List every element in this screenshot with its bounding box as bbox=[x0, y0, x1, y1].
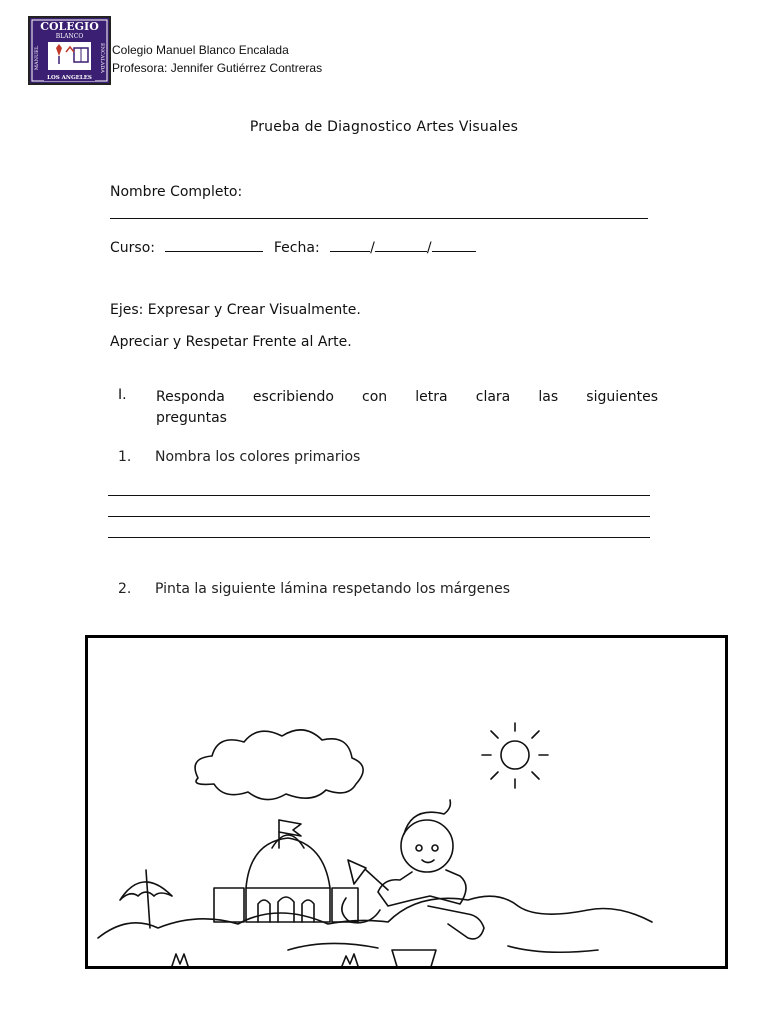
logo-right-text: ENCALADA bbox=[99, 42, 105, 74]
question-text: Pinta la siguiente lámina respetando los márgenes bbox=[155, 581, 511, 597]
grass-tuft-icon bbox=[342, 954, 358, 966]
answer-line-3[interactable] bbox=[108, 537, 650, 538]
course-date-row bbox=[110, 237, 476, 256]
course-blank[interactable] bbox=[165, 237, 263, 252]
grass-tuft-icon bbox=[172, 954, 188, 966]
question-2 bbox=[118, 581, 510, 597]
logo-left-text: MANUEL bbox=[34, 45, 40, 71]
cloud-icon bbox=[195, 730, 363, 800]
instruction-line-2: preguntas bbox=[156, 410, 227, 426]
section-numeral: I. bbox=[118, 387, 127, 403]
child-character-icon bbox=[342, 800, 484, 939]
question-number: 2. bbox=[118, 581, 132, 597]
coloring-drawing-frame bbox=[85, 635, 728, 969]
date-year-blank[interactable] bbox=[432, 237, 476, 252]
bucket-icon bbox=[392, 950, 436, 966]
date-month-blank[interactable] bbox=[375, 237, 427, 252]
question-number: 1. bbox=[118, 449, 132, 465]
date-label: Fecha: bbox=[273, 240, 320, 256]
logo-top-text: COLEGIO bbox=[40, 20, 99, 33]
instruction-line-1: Responda escribiendo con letra clara las siguientes bbox=[156, 389, 658, 405]
sandcastle-icon bbox=[214, 820, 358, 922]
teacher-name: Profesora: Jennifer Gutiérrez Contreras bbox=[112, 61, 323, 75]
logo-bottom-text: LOS ANGELES bbox=[47, 75, 92, 81]
date-day-blank[interactable] bbox=[330, 237, 370, 252]
logo-crest-icon bbox=[48, 42, 91, 70]
date-separator: / bbox=[370, 240, 375, 256]
sun-icon bbox=[482, 723, 548, 788]
page-title: Prueba de Diagnostico Artes Visuales bbox=[249, 119, 519, 135]
date-separator: / bbox=[426, 240, 432, 256]
question-text: Nombra los colores primarios bbox=[155, 449, 361, 465]
axes-line-1: Ejes: Expresar y Crear Visualmente. bbox=[110, 302, 361, 318]
full-name-line[interactable] bbox=[110, 218, 648, 219]
coloring-illustration bbox=[88, 638, 725, 966]
full-name-label: Nombre Completo: bbox=[110, 184, 243, 200]
logo-sub-text: BLANCO bbox=[55, 33, 84, 40]
course-label: Curso: bbox=[110, 240, 155, 256]
axes-line-2: Apreciar y Respetar Frente al Arte. bbox=[110, 334, 352, 350]
umbrella-icon bbox=[120, 870, 172, 928]
school-name: Colegio Manuel Blanco Encalada bbox=[112, 43, 289, 57]
question-1 bbox=[118, 449, 360, 465]
answer-line-2[interactable] bbox=[108, 516, 650, 517]
answer-line-1[interactable] bbox=[108, 495, 650, 496]
school-logo bbox=[28, 16, 111, 85]
